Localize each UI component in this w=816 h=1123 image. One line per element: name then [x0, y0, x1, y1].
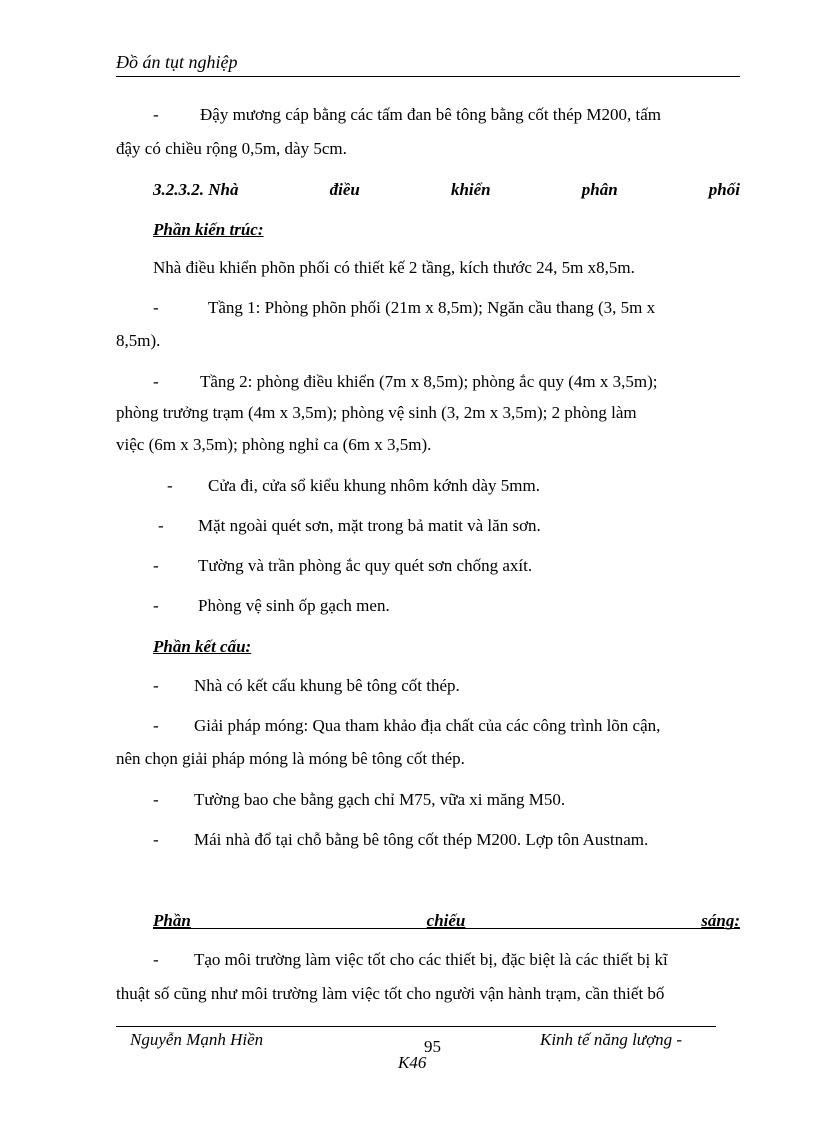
paragraph-roof: Mái nhà đổ tại chỗ bằng bê tông cốt thép M200. Lợp tôn Austnam.: [194, 830, 649, 849]
bullet-dash: -: [153, 105, 159, 124]
paragraph-lighting-cont: thuật số cũng như môi trường làm việc tốt cho người vận hành trạm, cần thiết bố: [116, 984, 665, 1003]
bullet-dash: -: [153, 298, 159, 317]
bullet-dash: -: [158, 516, 164, 535]
paragraph-floor-2-cont: việc (6m x 3,5m); phòng nghỉ ca (6m x 3,5m).: [116, 435, 432, 454]
bullet-dash: -: [153, 556, 159, 575]
bullet-dash: -: [153, 790, 159, 809]
paragraph-floor-2-cont: phòng trưởng trạm (4m x 3,5m); phòng vệ sinh (3, 2m x 3,5m); 2 phòng làm: [116, 403, 637, 422]
paragraph-frame: Nhà có kết cấu khung bê tông cốt thép.: [194, 676, 460, 695]
architecture-intro: Nhà điều khiển phõn phối có thiết kế 2 tầng, kích thước 24, 5m x8,5m.: [153, 258, 635, 277]
bullet-dash: -: [153, 950, 159, 969]
footer-class: K46: [398, 1053, 427, 1072]
paragraph-foundation: Giải pháp móng: Qua tham khảo địa chất của các công trình lõn cận,: [194, 716, 661, 735]
paragraph-wc: Phòng vệ sinh ốp gạch men.: [198, 596, 390, 615]
paragraph-walls: Tường và trần phòng ắc quy quét sơn chống axít.: [198, 556, 533, 575]
bullet-dash: -: [153, 716, 159, 735]
paragraph-floor-1: Tầng 1: Phòng phõn phối (21m x 8,5m); Ngăn cầu thang (3, 5m x: [208, 298, 656, 317]
section-heading-word: khiển: [450, 180, 491, 199]
paragraph-lighting: Tạo môi trường làm việc tốt cho các thiết bị, đặc biệt là các thiết bị kĩ: [194, 950, 668, 969]
lighting-heading-word: sáng:: [701, 911, 740, 930]
bullet-dash: -: [153, 596, 159, 615]
paragraph-foundation-cont: nên chọn giải pháp móng là móng bê tông cốt thép.: [116, 749, 465, 768]
paragraph-brick: Tường bao che bằng gạch chỉ M75, vữa xi măng M50.: [194, 790, 566, 809]
paragraph-cable-trench: Đậy mương cáp bằng các tấm đan bê tông bằng cốt thép M200, tấm: [200, 105, 662, 124]
footer-page-number: 95: [424, 1037, 441, 1056]
footer-author: Nguyễn Mạnh Hiền: [130, 1030, 264, 1049]
footer-rule: [116, 1026, 716, 1027]
paragraph-floor-2: Tầng 2: phòng điều khiển (7m x 8,5m); phòng ắc quy (4m x 3,5m);: [200, 372, 658, 391]
architecture-heading: Phần kiến trúc:: [153, 220, 264, 239]
structure-heading: Phần kết cấu:: [153, 637, 252, 656]
section-heading: [153, 180, 740, 200]
bullet-dash: -: [167, 476, 173, 495]
paragraph-paint: Mặt ngoài quét sơn, mặt trong bả matit và lăn sơn.: [198, 516, 541, 535]
page-header-title: Đồ án tụt nghiệp: [116, 52, 238, 72]
section-heading-word: điều: [329, 180, 360, 199]
lighting-heading-underline: [153, 928, 740, 929]
section-heading-word: 3.2.3.2. Nhà: [153, 180, 239, 199]
paragraph-floor-1-cont: 8,5m).: [116, 331, 161, 350]
lighting-heading-word: chiếu: [426, 911, 466, 930]
paragraph-doors: Cửa đi, cửa sổ kiểu khung nhôm kớnh dày 5mm.: [208, 476, 540, 495]
header-rule: [116, 76, 740, 77]
lighting-heading-word: Phần: [153, 911, 191, 930]
section-heading-word: phân: [581, 180, 618, 199]
paragraph-cable-trench-cont: đậy có chiều rộng 0,5m, dày 5cm.: [116, 139, 347, 158]
bullet-dash: -: [153, 830, 159, 849]
bullet-dash: -: [153, 372, 159, 391]
footer-department: Kinh tế năng lượng -: [540, 1030, 683, 1049]
section-heading-word: phối: [708, 180, 740, 199]
bullet-dash: -: [153, 676, 159, 695]
